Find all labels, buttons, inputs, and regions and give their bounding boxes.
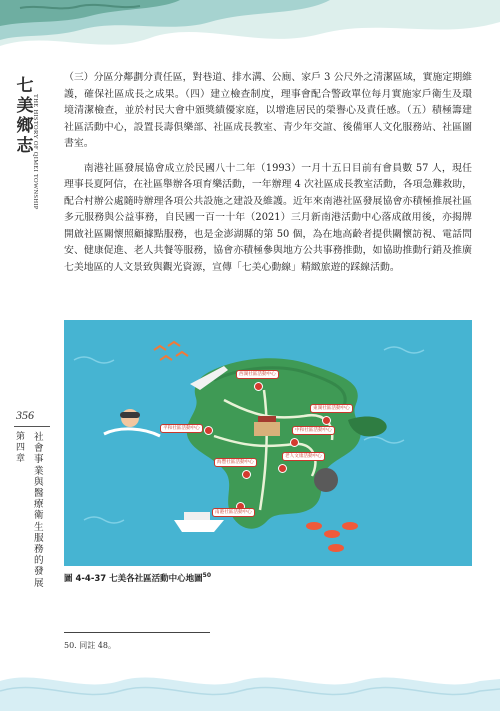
- chapter-divider: [14, 426, 50, 427]
- figure-caption: [64, 572, 472, 584]
- page-number: 356: [16, 408, 34, 422]
- map-pin: [278, 464, 287, 473]
- footnote-divider: [64, 632, 210, 633]
- footnote: 50. 同註 48。: [64, 641, 116, 650]
- map-pin: [254, 382, 263, 391]
- map-label-pingzhu: 平和社區活動中心: [160, 424, 203, 433]
- paragraph: 南港社區發展協會成立於民國八十二年（1993）一月十五日目前有會員數 57 人，現任理事長夏阿信，在社區舉辦各項育樂活動，一年辦理 4 次社區成長教室活動，各項急難救助，配合村辦公處隨時辦理各項公共設施之建設及維護。近年來南港社區發展協會亦積極推展社區多元服務與公益事務，自民國一百一十年（2021）三月新南港活動中心落成啟用後，亦揭牌開啟社區關懷照顧據點服務，也是金澎湖縣的第 50 個，為在地高齡者提供關懷訪視、電話問安、健康促進、老人共餐等服務，協會亦積極參與地方公共事務推動，如協助推動行銷及推廣七美地區的人文景致與觀光資源，宣傳「七美心動線」精緻旅遊的踩線活動。: [64, 162, 472, 273]
- caption-text: 七美各社區活動中心地圖: [109, 574, 203, 584]
- caption-label: 圖 4-4-37: [64, 574, 107, 584]
- book-title-char: 鄉: [16, 116, 34, 136]
- bottom-wave-decoration: [0, 651, 500, 711]
- chapter-title: 社會事業與醫療衛生服務的發展: [34, 432, 44, 589]
- map-label-xihu: 西湖社區活動中心: [236, 370, 279, 379]
- caption-footnote-ref: 50: [202, 572, 212, 580]
- map-pin: [204, 426, 213, 435]
- sidebar: [14, 72, 54, 632]
- body-text: [64, 70, 472, 276]
- book-title-char: 美: [16, 96, 34, 116]
- map-label-haifeng: 海豐社區活動中心: [214, 458, 257, 467]
- map-illustration: [64, 320, 472, 566]
- map-label-laoren: 老人文康活動中心: [282, 452, 325, 461]
- top-watercolor-decoration: [0, 0, 500, 64]
- map-pin: [290, 438, 299, 447]
- chapter-number: 第四章: [16, 432, 26, 464]
- book-title-char: 志: [16, 136, 34, 156]
- map-pin: [242, 470, 251, 479]
- map-label-zhonghe: 中和社區活動中心: [292, 426, 335, 435]
- paragraph: （三）分區分鄰劃分責任區，對巷道、排水溝、公廁、家戶 3 公尺外之清潔區域，實施定期維護，確保社區成長之成果。（四）建立檢查制度，理事會配合警政單位每月實施家戶衛生及環境清潔檢查，並於村民大會中頒獎績優家庭，以增進居民的榮譽心及責任感。（五）積極籌建社區活動中心，設置長壽俱樂部、社區成長教室、青少年交誼、後備軍人文化服務站、社區圖書室。: [64, 72, 472, 149]
- map-pin: [322, 416, 331, 425]
- map-figure: [64, 320, 472, 566]
- map-label-dongpu: 東湖社區活動中心: [310, 404, 353, 413]
- book-title-char: 七: [16, 76, 34, 96]
- book-title-english: THE HISTORY OF QIMEI TOWNSHIP: [32, 94, 39, 210]
- map-label-nangang: 南港社區活動中心: [212, 508, 255, 517]
